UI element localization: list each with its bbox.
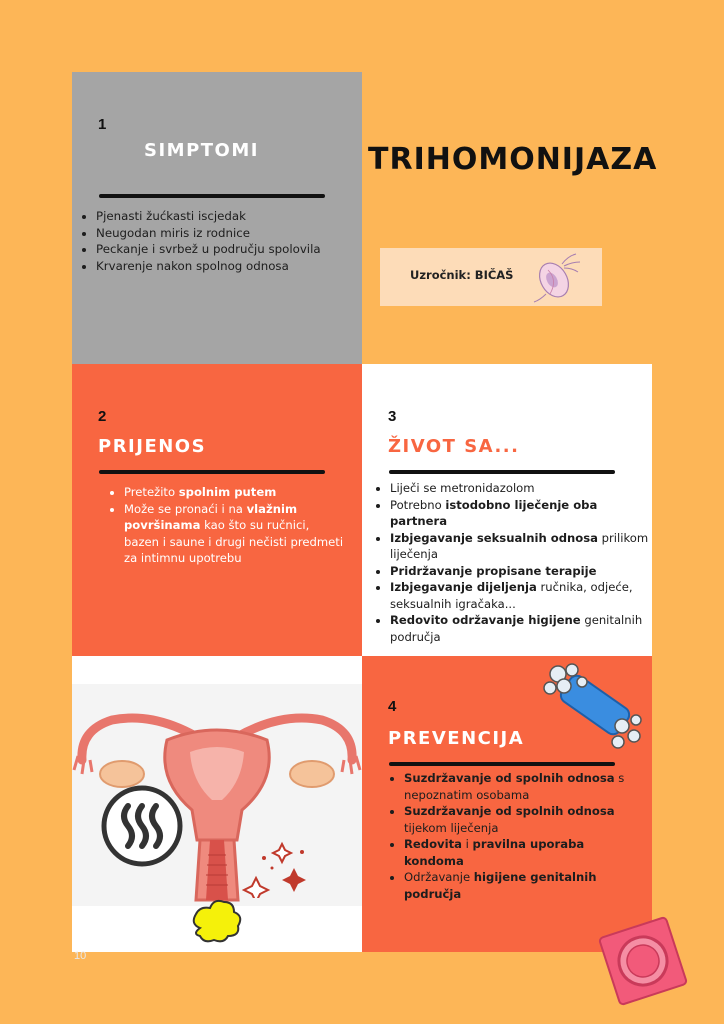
text-segment: s nepoznatim osobama <box>404 771 625 802</box>
bold-text: Redovito održavanje higijene <box>390 613 581 627</box>
list-item: • Peckanje i svrbež u području spolovila <box>96 241 366 258</box>
symptoms-panel <box>72 72 362 364</box>
list-item <box>404 803 630 836</box>
bold-text: Suzdržavanje od spolnih odnosa <box>404 804 615 818</box>
text-segment: Pretežito <box>124 485 179 499</box>
bold-text: Izbjegavanje seksualnih odnosa <box>390 530 598 545</box>
living-list <box>374 480 652 645</box>
list-item <box>124 484 344 501</box>
heading-divider <box>389 470 615 474</box>
text-segment: tijekom liječenja <box>404 820 499 835</box>
steam-icon <box>100 784 184 868</box>
bold-text: Suzdržavanje od spolnih odnosa <box>404 771 615 785</box>
heading-divider <box>99 194 325 198</box>
list-item <box>124 501 344 567</box>
bold-text: higijene genitalnih područja <box>404 870 597 901</box>
illustration-panel <box>72 656 362 952</box>
bold-text: vlažnim površinama <box>124 501 298 532</box>
heading-divider <box>99 470 325 474</box>
transmission-panel <box>72 364 362 656</box>
list-item: • Pjenasti žućkasti iscjedak <box>96 208 366 225</box>
section-number: 2 <box>98 408 107 425</box>
section-heading: PREVENCIJA <box>388 728 525 749</box>
text-segment: Može se pronaći i na <box>124 501 247 516</box>
list-item <box>390 480 652 497</box>
text-segment: ručnika, odjeće, seksualnih igračaka... <box>390 580 633 611</box>
soap-bubbles-icon <box>542 660 646 756</box>
prevention-list <box>388 770 630 902</box>
symptoms-list <box>80 208 366 274</box>
section-heading: ŽIVOT SA... <box>388 436 520 457</box>
parasite-illustration <box>528 250 588 304</box>
page-title: TRIHOMONIJAZA <box>368 142 658 177</box>
list-item <box>404 770 630 803</box>
list-item <box>390 563 652 580</box>
bold-text: pravilna uporaba kondoma <box>404 837 585 868</box>
list-item: • Neugodan miris iz rodnice <box>96 225 366 242</box>
bold-text: Redovita <box>404 837 462 851</box>
text-segment: Liječi se metronidazolom <box>390 481 535 495</box>
text-segment: kao što su ručnici, bazen i saune i drugi nečisti predmeti za intimnu upotrebu <box>124 518 344 565</box>
list-item: • Krvarenje nakon spolnog odnosa <box>96 258 366 275</box>
list-item <box>390 579 652 612</box>
bold-text: spolnim putem <box>178 485 277 499</box>
text-segment: prilikom liječenja <box>390 530 649 561</box>
heading-divider <box>389 762 615 766</box>
page-number: 10 <box>74 950 87 962</box>
section-number: 1 <box>98 116 107 133</box>
bold-text: Izbjegavanje dijeljenja <box>390 580 537 594</box>
text-segment: Održavanje <box>404 870 474 884</box>
list-item <box>390 612 652 645</box>
bold-text: Pridržavanje propisane terapije <box>390 563 597 578</box>
section-heading: PRIJENOS <box>98 436 207 457</box>
list-item <box>390 497 652 530</box>
list-item <box>404 869 630 902</box>
list-item <box>390 530 652 563</box>
cause-label: Uzročnik: BIČAŠ <box>410 268 514 282</box>
list-item <box>404 836 630 869</box>
section-heading: SIMPTOMI <box>144 140 259 161</box>
yellow-cloud-icon <box>188 898 244 948</box>
section-number: 4 <box>388 698 397 715</box>
living-panel <box>362 364 652 656</box>
condom-wrapper-icon <box>598 916 688 1006</box>
transmission-list <box>108 484 344 567</box>
section-number: 3 <box>388 408 397 425</box>
bold-text: istodobno liječenje oba partnera <box>390 497 598 528</box>
text-segment: Potrebno <box>390 497 446 512</box>
text-segment: i <box>461 837 473 851</box>
sparkles-icon <box>242 838 312 898</box>
text-segment: genitalnih područja <box>390 613 643 644</box>
cause-box <box>380 248 602 306</box>
prevention-panel <box>362 656 652 952</box>
